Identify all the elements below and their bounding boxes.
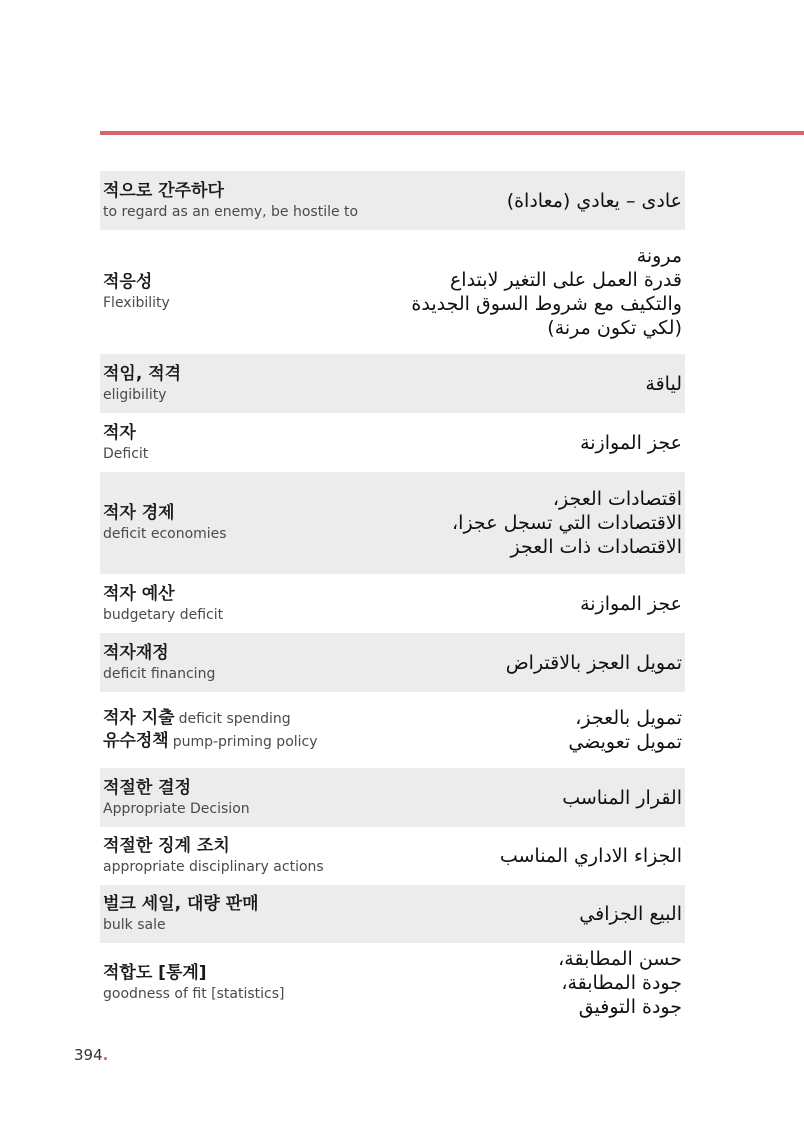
english-term: Flexibility <box>103 295 170 311</box>
korean-term: 적합도 [통계] <box>103 963 207 983</box>
arabic-translation <box>645 372 682 396</box>
arabic-line: عادى – يعادي (معاداة) <box>506 189 682 212</box>
arabic-translation <box>568 706 682 754</box>
arabic-line: حسن المطابقة، <box>558 948 682 970</box>
glossary-entry <box>100 574 685 633</box>
arabic-line: مرونة <box>636 245 682 267</box>
arabic-line: اقتصادات العجز، <box>552 488 682 510</box>
korean-term: 적절한 징계 조치 <box>103 836 230 856</box>
english-term: deficit spending <box>178 711 291 727</box>
entry-korean-english <box>103 893 259 935</box>
entry-korean-english <box>103 583 223 625</box>
arabic-translation <box>558 947 682 1019</box>
arabic-line: عجز الموازنة <box>580 592 682 615</box>
glossary-entry <box>100 768 685 827</box>
arabic-line: البيع الجزافي <box>579 903 682 925</box>
entry-korean-english <box>103 180 358 222</box>
term-line <box>103 707 318 730</box>
entry-korean-english <box>103 363 181 405</box>
english-term: deficit financing <box>103 665 216 682</box>
arabic-line: قدرة العمل على التغير لابتداع <box>449 269 682 291</box>
english-term: appropriate disciplinary actions <box>103 859 324 875</box>
arabic-line: القرار المناسب <box>562 786 682 809</box>
arabic-line: الجزاء الاداري المناسب <box>499 845 682 867</box>
glossary-entry <box>100 230 685 354</box>
english-term: deficit economies <box>103 526 227 542</box>
arabic-translation <box>580 431 682 455</box>
arabic-translation <box>579 902 682 926</box>
english-term: Appropriate Decision <box>103 800 250 817</box>
arabic-translation <box>506 651 682 675</box>
entry-korean-english <box>103 777 250 819</box>
korean-term: 유수정책 <box>103 731 169 751</box>
korean-term: 적자 <box>103 422 136 443</box>
arabic-line: تمويل تعويضي <box>568 731 682 753</box>
arabic-translation <box>500 844 682 868</box>
entry-korean-english <box>103 502 227 544</box>
korean-term: 적자재정 <box>103 642 169 663</box>
korean-term: 벌크 세일, 대량 판매 <box>103 894 259 914</box>
korean-term: 적으로 간주하다 <box>103 180 224 201</box>
english-term: Deficit <box>103 445 149 462</box>
english-term: eligibility <box>103 386 167 403</box>
glossary-entry <box>100 633 685 692</box>
arabic-line: والتكيف مع شروط السوق الجديدة <box>411 293 682 315</box>
arabic-translation <box>507 189 682 213</box>
arabic-line: (لكي تكون مرنة) <box>547 317 682 339</box>
korean-term: 적임, 적격 <box>103 363 182 384</box>
glossary-entry <box>100 885 685 943</box>
page-number-value: 394 <box>74 1046 103 1064</box>
arabic-line: جودة التوفيق <box>578 996 682 1018</box>
arabic-line: تمويل العجز بالاقتراض <box>505 651 682 674</box>
english-term: budgetary deficit <box>103 606 224 623</box>
page-number-dot: . <box>102 1046 109 1064</box>
glossary-entries <box>100 171 685 1023</box>
glossary-entry <box>100 354 685 413</box>
entry-korean-english <box>103 422 148 464</box>
arabic-line: لياقة <box>645 372 682 395</box>
glossary-entry <box>100 171 685 230</box>
glossary-entry <box>100 472 685 574</box>
english-term: bulk sale <box>103 917 166 933</box>
glossary-entry <box>100 413 685 472</box>
korean-term: 적절한 결정 <box>103 777 192 798</box>
entry-korean-english <box>103 707 318 753</box>
entry-korean-english <box>103 271 170 313</box>
glossary-entry <box>100 692 685 768</box>
page-number <box>74 1046 108 1064</box>
english-term: goodness of fit [statistics] <box>103 986 285 1002</box>
arabic-line: الاقتصادات التي تسجل عجزا، <box>452 512 682 534</box>
arabic-translation <box>452 487 682 559</box>
arabic-line: تمويل بالعجز، <box>575 707 682 729</box>
glossary-entry <box>100 943 685 1023</box>
arabic-line: عجز الموازنة <box>580 431 682 454</box>
english-term: pump-priming policy <box>172 734 318 750</box>
arabic-translation <box>580 592 682 616</box>
term-line <box>103 730 318 753</box>
korean-term: 적자 지출 <box>103 708 175 728</box>
arabic-line: جودة المطابقة، <box>561 972 682 994</box>
top-accent-rule <box>100 131 804 135</box>
english-term: to regard as an enemy, be hostile to <box>103 203 359 220</box>
entry-korean-english <box>103 962 284 1004</box>
korean-term: 적자 경제 <box>103 503 175 523</box>
arabic-line: الاقتصادات ذات العجز <box>510 536 682 558</box>
arabic-translation <box>411 244 682 340</box>
korean-term: 적자 예산 <box>103 583 175 604</box>
entry-korean-english <box>103 642 215 684</box>
korean-term: 적응성 <box>103 272 153 292</box>
entry-korean-english <box>103 835 324 877</box>
arabic-translation <box>562 786 682 810</box>
glossary-entry <box>100 827 685 885</box>
